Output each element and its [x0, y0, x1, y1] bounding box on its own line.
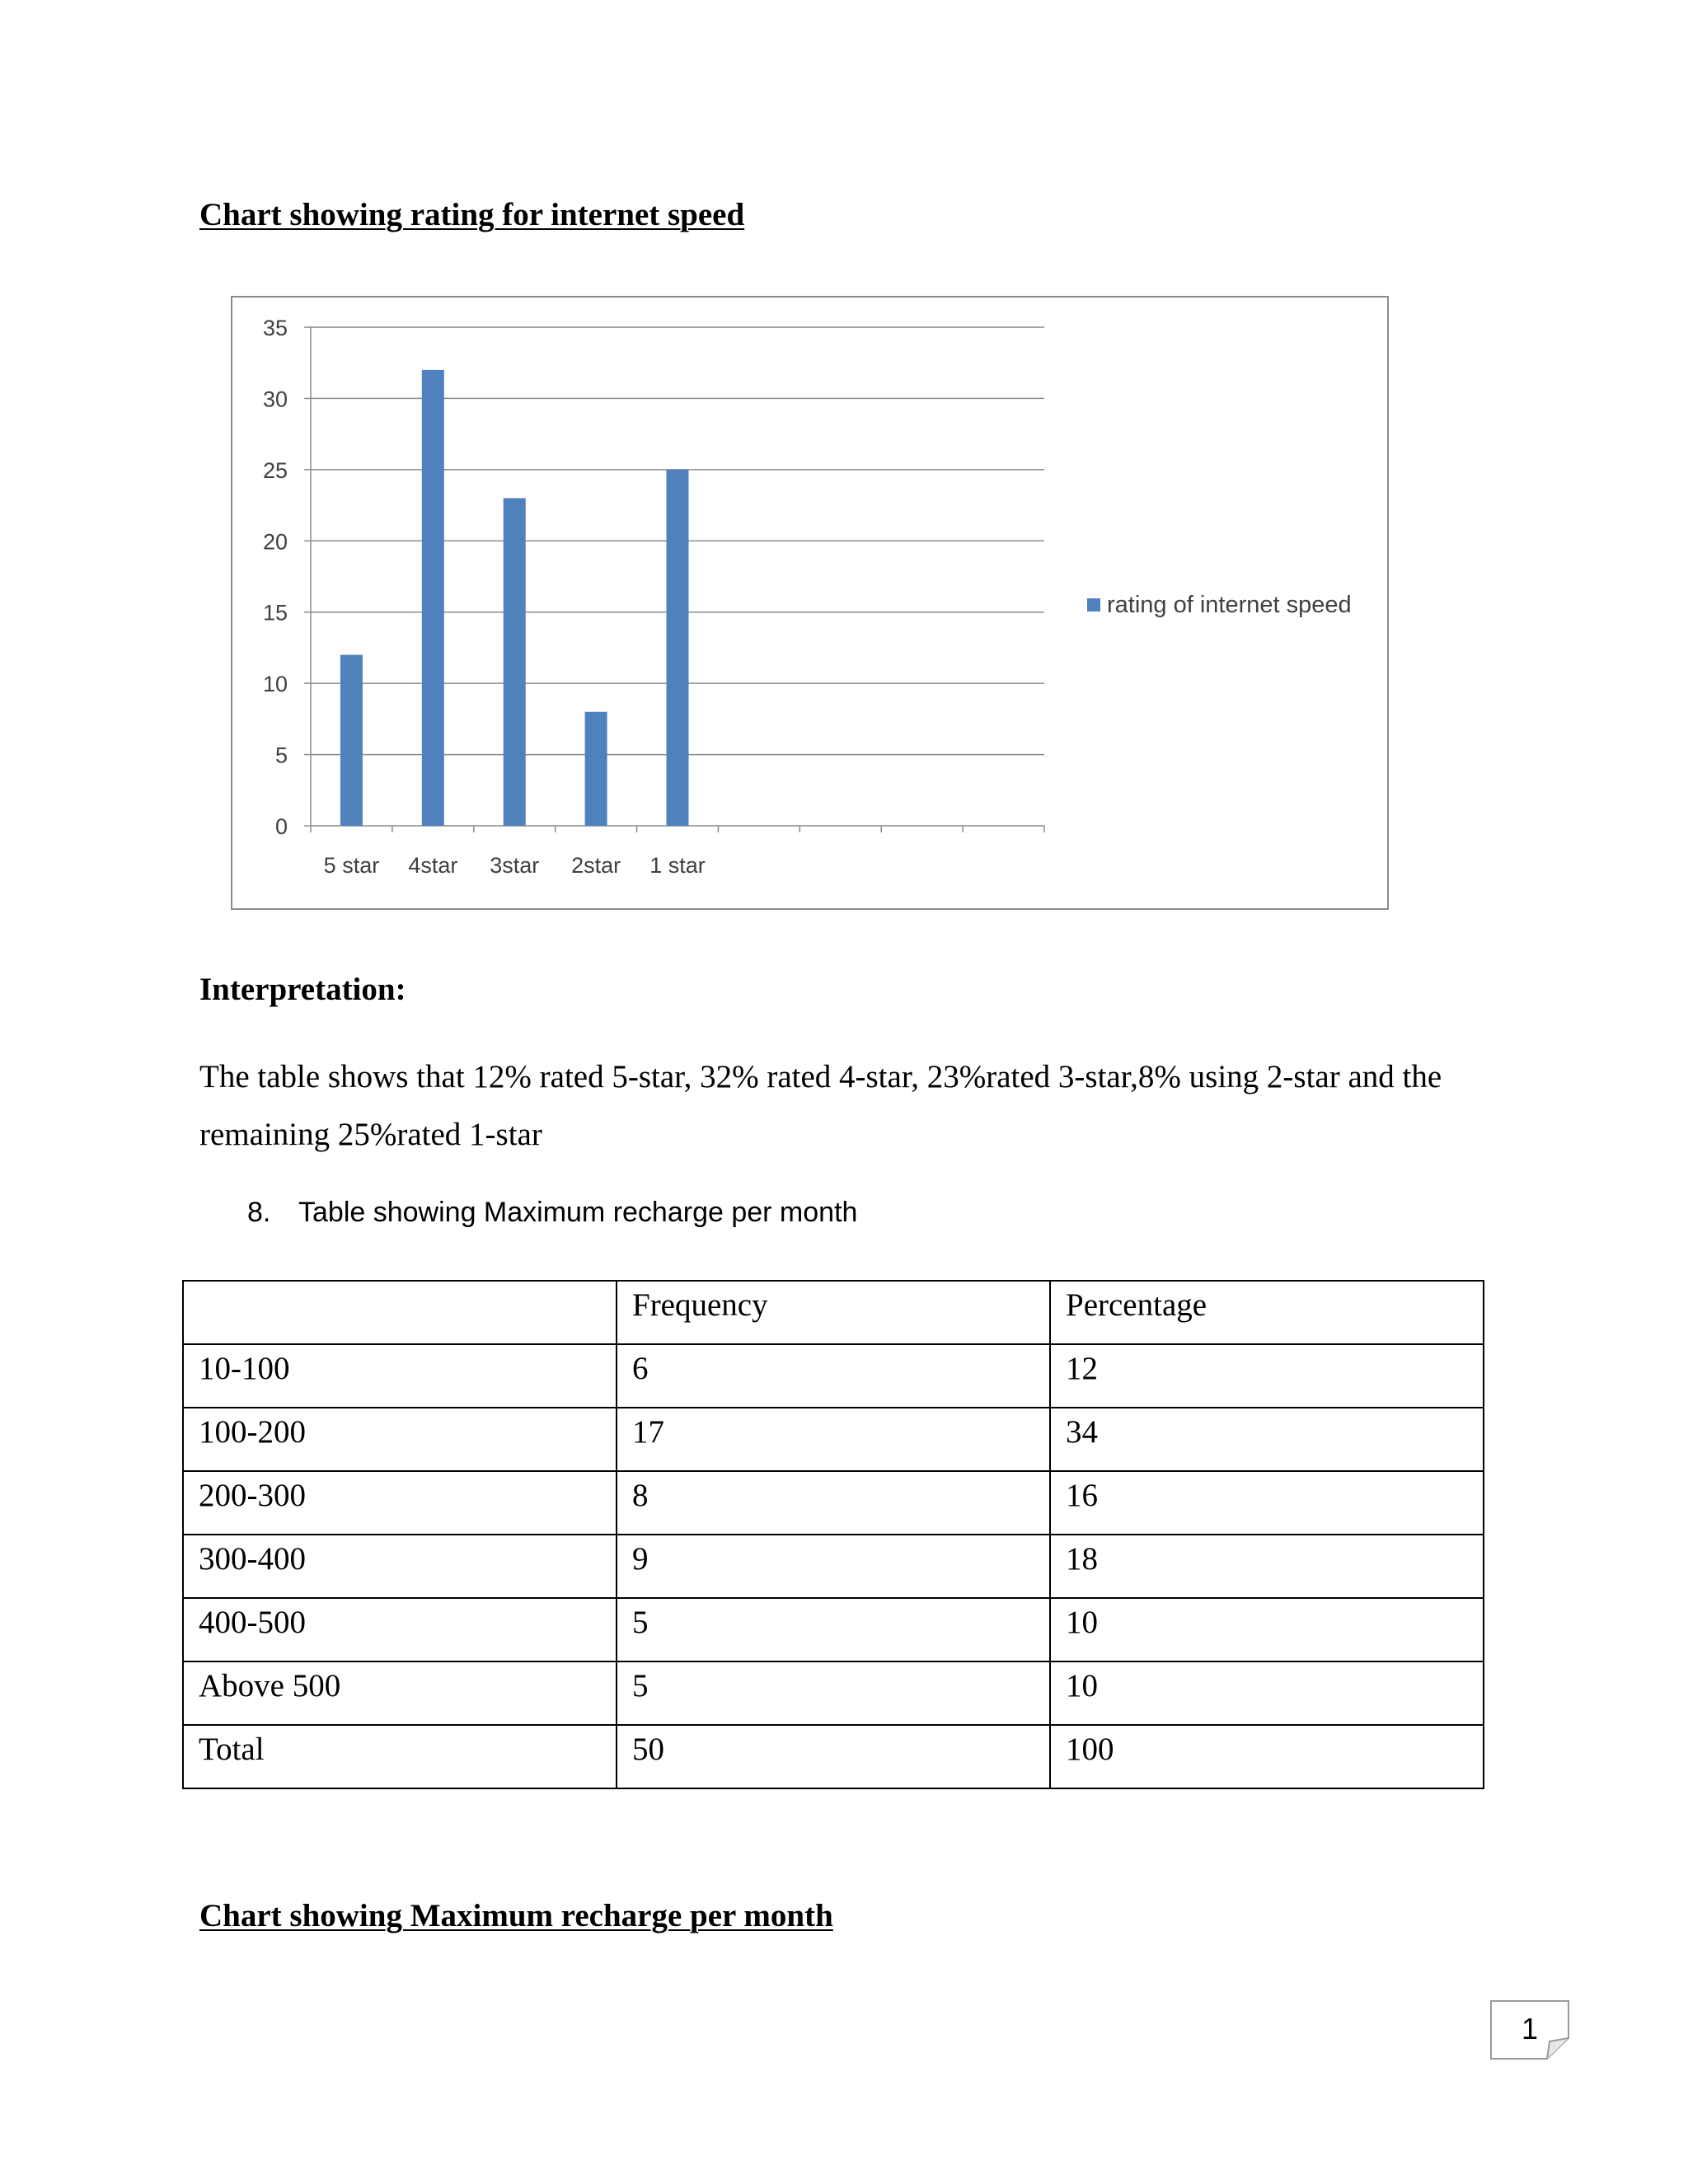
table-cell: 300-400	[183, 1535, 617, 1598]
bar-chart-frame	[231, 296, 1389, 910]
y-tick-label: 30	[262, 387, 288, 412]
bar	[504, 498, 526, 826]
table-cell: 18	[1050, 1535, 1484, 1598]
bar	[585, 712, 607, 826]
interpretation-text: The table shows that 12% rated 5-star, 32% rated 4-star, 23%rated 3-star,8% using 2-star and the remaining 25%rated 1-star	[199, 1059, 1442, 1152]
table-cell: 100	[1050, 1725, 1484, 1788]
interpretation-title: Interpretation:	[199, 972, 406, 1007]
header-cell: Percentage	[1050, 1281, 1484, 1344]
y-tick-label: 25	[262, 457, 288, 483]
legend-label: rating of internet speed	[1107, 592, 1352, 618]
bar	[340, 655, 363, 826]
y-tick-label: 5	[274, 743, 288, 768]
table-cell: 10	[1050, 1661, 1484, 1725]
x-tick-label: 2star	[571, 853, 621, 878]
table-cell: 10	[1050, 1598, 1484, 1661]
table-row	[183, 1598, 1484, 1661]
header-cell	[183, 1281, 617, 1344]
table-cell: 17	[617, 1408, 1050, 1471]
table-cell: 16	[1050, 1471, 1484, 1535]
recharge-table	[182, 1280, 1484, 1789]
table-caption	[247, 1197, 857, 1229]
page-number: 1	[1521, 2012, 1539, 2046]
table-cell: Above 500	[183, 1661, 617, 1725]
legend-swatch	[1087, 598, 1100, 612]
chart-heading: Chart showing rating for internet speed	[199, 197, 745, 232]
table-cell: 34	[1050, 1408, 1484, 1471]
table-row-total	[183, 1725, 1484, 1788]
table-caption-text: Table showing Maximum recharge per month	[298, 1197, 858, 1228]
x-tick-label: 3star	[490, 853, 540, 878]
bar-chart	[232, 298, 1390, 912]
table-row	[183, 1661, 1484, 1725]
bar	[667, 470, 689, 826]
table-cell: 10-100	[183, 1344, 617, 1408]
y-tick-label: 10	[262, 672, 288, 697]
y-tick-label: 0	[274, 814, 288, 839]
page-number-badge	[1490, 2000, 1569, 2060]
table-cell: 8	[617, 1471, 1050, 1535]
table-cell: 400-500	[183, 1598, 617, 1661]
header-cell: Frequency	[617, 1281, 1050, 1344]
table-row	[183, 1535, 1484, 1598]
table-cell: 12	[1050, 1344, 1484, 1408]
y-tick-label: 15	[262, 600, 288, 626]
table-cell: 200-300	[183, 1471, 617, 1535]
y-tick-label: 35	[262, 316, 288, 340]
table-row	[183, 1471, 1484, 1535]
table-cell: 6	[617, 1344, 1050, 1408]
x-tick-label: 1 star	[649, 853, 706, 878]
table-row	[183, 1344, 1484, 1408]
x-tick-label: 4star	[408, 853, 458, 878]
bar	[422, 370, 444, 826]
table-cell: 5	[617, 1598, 1050, 1661]
table-cell: 50	[617, 1725, 1050, 1788]
table-header-row	[183, 1281, 1484, 1344]
table-caption-number: 8.	[247, 1197, 271, 1228]
table-cell: 100-200	[183, 1408, 617, 1471]
table-row	[183, 1408, 1484, 1471]
second-chart-heading: Chart showing Maximum recharge per month	[199, 1898, 833, 1933]
table-cell: 5	[617, 1661, 1050, 1725]
x-tick-label: 5 star	[323, 853, 380, 878]
table-cell: Total	[183, 1725, 617, 1788]
table-cell: 9	[617, 1535, 1050, 1598]
y-tick-label: 20	[262, 529, 288, 555]
